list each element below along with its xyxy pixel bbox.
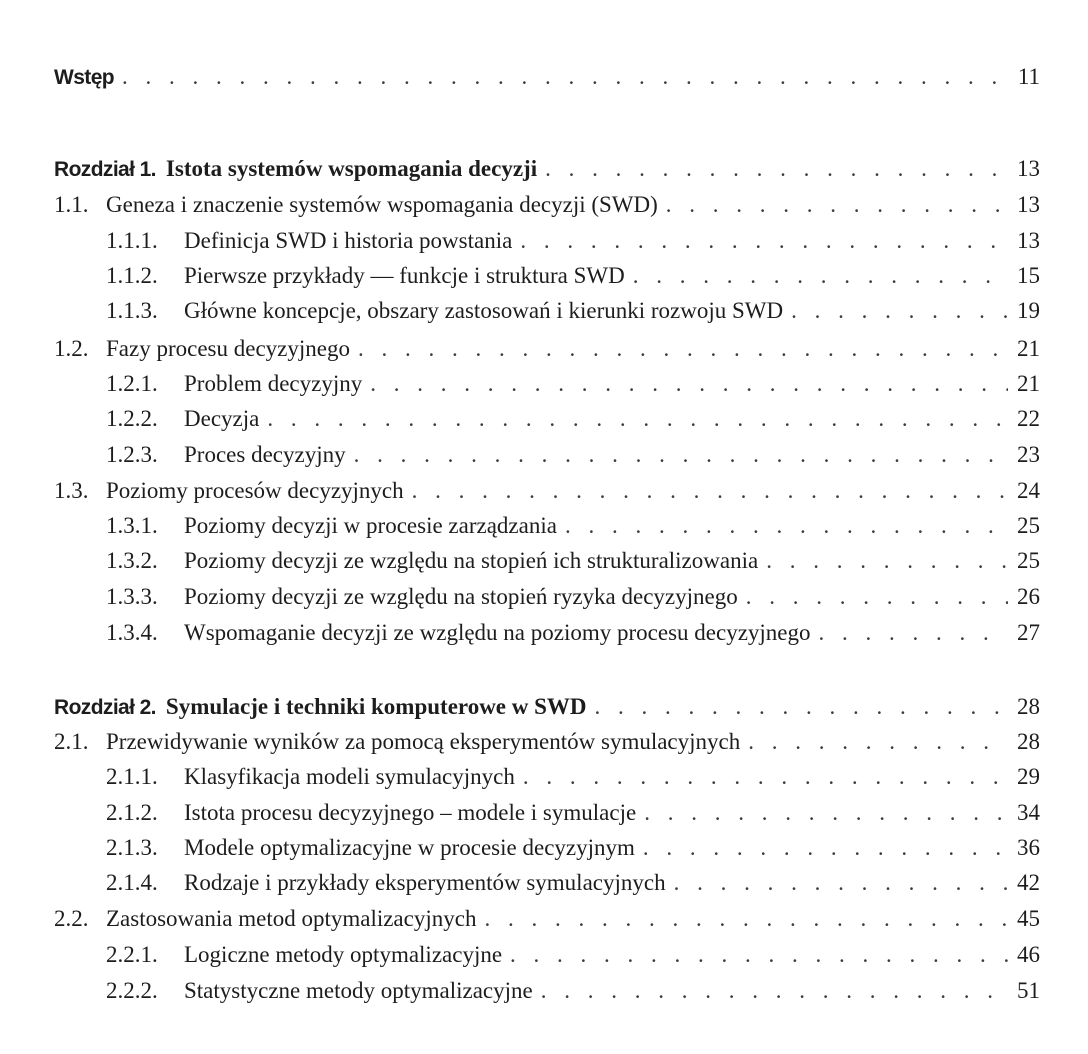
toc-page-number: 21 [1017,336,1040,361]
toc-subsection-row [106,762,1040,792]
toc-subsection-number: 1.1.1. [106,228,158,253]
toc-section-title: Zastosowania metod optymalizacyjnych [106,906,477,931]
toc-page-number: 11 [1017,64,1040,89]
toc-page-number: 25 [1017,548,1040,573]
leader-dots [545,154,1008,184]
toc-intro-label: Wstęp [54,66,115,89]
leader-dots [484,904,1008,934]
toc-subsection-number: 1.2.2. [106,406,158,431]
toc-subsection-title: Problem decyzyjny [184,371,363,396]
toc-section-row [54,334,1040,364]
leader-dots [791,296,1008,326]
toc-chapter-label: Rozdział 1. [54,158,156,181]
toc-intro-row [54,62,1040,92]
toc-subsection-number: 2.1.2. [106,800,158,825]
leader-dots [122,62,1008,92]
toc-page-number: 34 [1017,800,1040,825]
toc-subsection-title: Proces decyzyjny [184,442,346,467]
toc-subsection-row [106,868,1040,898]
toc-subsection-row [106,404,1040,434]
leader-dots [541,976,1008,1006]
toc-subsection-title: Klasyfikacja modeli symulacyjnych [184,764,515,789]
toc-page-number: 28 [1017,729,1040,754]
leader-dots [643,833,1008,863]
toc-chapter-row [54,154,1040,184]
toc-subsection-row [106,440,1040,470]
toc-subsection-row [106,511,1040,541]
toc-subsection-number: 1.1.2. [106,263,158,288]
toc-subsection-title: Wspomaganie decyzji ze względu na poziomy procesu decyzyjnego [184,620,811,645]
toc-subsection-title: Pierwsze przykłady — funkcje i struktura SWD [184,263,625,288]
toc-section-row [54,190,1040,220]
toc-subsection-title: Modele optymalizacyjne w procesie decyzyjnym [184,835,635,860]
leader-dots [358,334,1008,364]
toc-subsection-title: Istota procesu decyzyjnego – modele i symulacje [184,800,637,825]
toc-subsection-number: 2.1.1. [106,764,158,789]
toc-section-title: Geneza i znaczenie systemów wspomagania decyzji (SWD) [106,192,658,217]
leader-dots [520,226,1008,256]
leader-dots [633,261,1008,291]
toc-subsection-title: Poziomy decyzji ze względu na stopień ich strukturalizowania [184,548,759,573]
toc-page-number: 27 [1017,620,1040,645]
leader-dots [819,618,1008,648]
leader-dots [748,727,1008,757]
toc-subsection-number: 2.1.3. [106,835,158,860]
leader-dots [565,511,1008,541]
toc-subsection-row [106,546,1040,576]
toc-section-row [54,476,1040,506]
toc-subsection-title: Poziomy decyzji w procesie zarządzania [184,513,557,538]
toc-subsection-title: Poziomy decyzji ze względu na stopień ryzyka decyzyjnego [184,584,738,609]
toc-section-number: 1.1. [54,192,89,217]
toc-subsection-number: 1.2.3. [106,442,158,467]
toc-page-number: 21 [1017,371,1040,396]
toc-page-number: 25 [1017,513,1040,538]
toc-subsection-number: 2.1.4. [106,870,158,895]
toc-subsection-number: 1.3.3. [106,584,158,609]
toc-page-number: 42 [1017,870,1040,895]
toc-subsection-row [106,618,1040,648]
toc-page-number: 28 [1017,694,1040,719]
leader-dots [595,692,1008,722]
toc-subsection-number: 1.2.1. [106,371,158,396]
toc-page-number: 19 [1017,298,1040,323]
toc-subsection-title: Główne koncepcje, obszary zastosowań i kierunki rozwoju SWD [184,298,784,323]
toc-page-number: 13 [1017,192,1040,217]
leader-dots [766,546,1008,576]
toc-subsection-row [106,226,1040,256]
leader-dots [666,190,1008,220]
toc-chapter-title: Symulacje i techniki komputerowe w SWD [165,694,587,719]
toc-subsection-row [106,833,1040,863]
toc-page-number: 13 [1017,156,1040,181]
toc-subsection-row [106,296,1040,326]
toc-chapter-title: Istota systemów wspomagania decyzji [165,156,538,181]
toc-page-number: 36 [1017,835,1040,860]
toc-subsection-row [106,976,1040,1006]
toc-page-number: 15 [1017,263,1040,288]
toc-subsection-row [106,798,1040,828]
leader-dots [370,369,1008,399]
toc-section-row [54,904,1040,934]
toc-subsection-number: 1.1.3. [106,298,158,323]
leader-dots [746,582,1008,612]
toc-subsection-row [106,582,1040,612]
toc-subsection-title: Definicja SWD i historia powstania [184,228,513,253]
toc-subsection-title: Decyzja [184,406,260,431]
toc-page-number: 46 [1017,942,1040,967]
toc-section-number: 1.3. [54,478,89,503]
toc-page-number: 29 [1017,764,1040,789]
toc-section-number: 1.2. [54,336,89,361]
toc-section-number: 2.2. [54,906,89,931]
toc-chapter-row [54,692,1040,722]
toc-subsection-number: 2.2.2. [106,978,158,1003]
toc-page-number: 23 [1017,442,1040,467]
leader-dots [354,440,1008,470]
toc-subsection-number: 1.3.2. [106,548,158,573]
toc-subsection-title: Logiczne metody optymalizacyjne [184,942,503,967]
toc-subsection-number: 1.3.1. [106,513,158,538]
toc-subsection-title: Statystyczne metody optymalizacyjne [184,978,533,1003]
toc-section-title: Przewidywanie wyników za pomocą eksperymentów symulacyjnych [106,729,741,754]
toc-subsection-row [106,940,1040,970]
toc-subsection-row [106,261,1040,291]
toc-subsection-row [106,369,1040,399]
toc-section-row [54,727,1040,757]
toc-subsection-number: 2.2.1. [106,942,158,967]
toc-page-number: 13 [1017,228,1040,253]
leader-dots [267,404,1008,434]
toc-section-title: Poziomy procesów decyzyjnych [106,478,404,503]
toc-page-number: 24 [1017,478,1040,503]
toc-subsection-title: Rodzaje i przykłady eksperymentów symulacyjnych [184,870,666,895]
toc-page-number: 22 [1017,406,1040,431]
leader-dots [644,798,1008,828]
toc-page-number: 51 [1017,978,1040,1003]
leader-dots [510,940,1008,970]
leader-dots [523,762,1008,792]
toc-page-number: 45 [1017,906,1040,931]
toc-section-number: 2.1. [54,729,89,754]
toc-page-number: 26 [1017,584,1040,609]
toc-chapter-label: Rozdział 2. [54,696,156,719]
toc-subsection-number: 1.3.4. [106,620,158,645]
toc-section-title: Fazy procesu decyzyjnego [106,336,350,361]
leader-dots [412,476,1008,506]
leader-dots [674,868,1008,898]
